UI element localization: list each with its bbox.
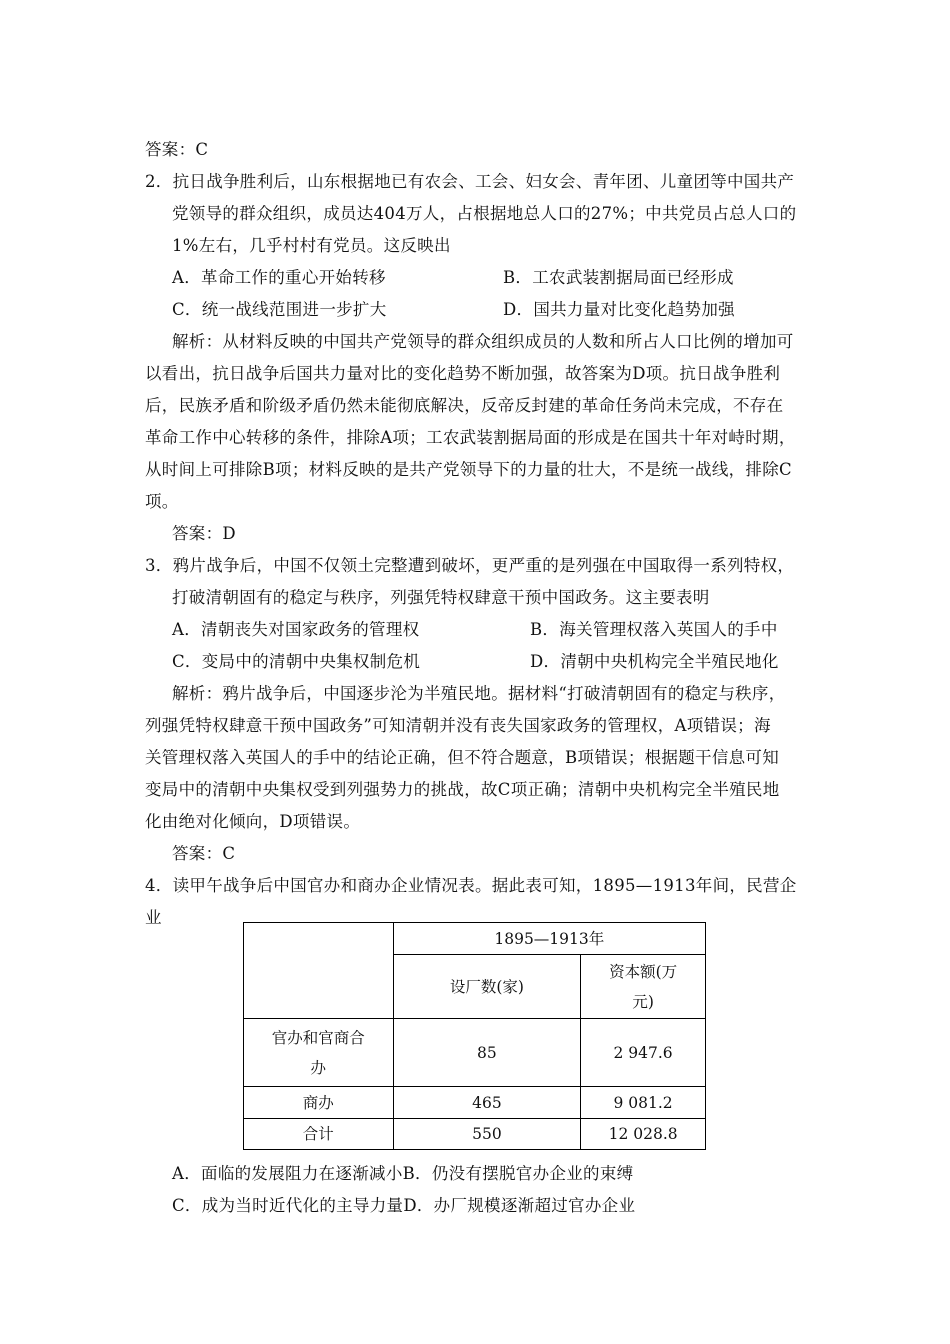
q2-analysis-line-2: 以看出，抗日战争后国共力量对比的变化趋势不断加强，故答案为D项。抗日战争胜利 xyxy=(145,364,781,383)
q3-stem-line-2: 打破清朝固有的稳定与秩序，列强凭特权肆意干预中国政务。这主要表明 xyxy=(172,588,710,607)
q3-option-a: A．清朝丧失对国家政务的管理权 xyxy=(172,620,420,639)
q3-option-b: B．海关管理权落入英国人的手中 xyxy=(530,620,778,639)
q3-analysis-line-3: 关管理权落入英国人的手中的结论正确，但不符合题意，B项错误；根据题干信息可知 xyxy=(145,748,780,767)
q3-analysis-line-4: 变局中的清朝中央集权受到列强势力的挑战，故C项正确；清朝中央机构完全半殖民地 xyxy=(145,780,780,799)
q4-stem-line-2: 业 xyxy=(145,908,162,927)
row-count: 550 xyxy=(393,1119,581,1150)
q2-analysis-line-5: 从时间上可排除B项；材料反映的是共产党领导下的力量的壮大，不是统一战线，排除C xyxy=(145,460,792,479)
q2-analysis-line-4: 革命工作中心转移的条件，排除A项；工农武装割据局面的形成是在国共十年对峙时期， xyxy=(145,428,796,447)
q3-option-d: D．清朝中央机构完全半殖民地化 xyxy=(530,652,779,671)
q2-stem-line-2: 党领导的群众组织，成员达404万人，占根据地总人口的27%；中共党员占总人口的 xyxy=(172,204,797,223)
capital-header-line-2: 元) xyxy=(632,992,654,1011)
row-capital: 9 081.2 xyxy=(581,1087,706,1119)
q4-options-line-2: C．成为当时近代化的主导力量D．办厂规模逐渐超过官办企业 xyxy=(172,1196,636,1215)
q3-analysis-line-2: 列强凭特权肆意干预中国政务”可知清朝并没有丧失国家政务的管理权，A项错误；海 xyxy=(145,716,771,735)
q2-option-b: B．工农武装割据局面已经形成 xyxy=(503,268,734,287)
table-col-count-header: 设厂数(家) xyxy=(393,955,581,1019)
q2-answer: 答案：D xyxy=(172,524,236,543)
q2-analysis-line-6: 项。 xyxy=(145,492,179,511)
row-label-line-1: 官办和官商合 xyxy=(271,1028,365,1047)
q2-option-c: C．统一战线范围进一步扩大 xyxy=(172,300,387,319)
q2-analysis-line-3: 后，民族矛盾和阶级矛盾仍然未能彻底解决，反帝反封建的革命任务尚未完成，不存在 xyxy=(145,396,784,415)
row-count: 85 xyxy=(393,1019,581,1087)
q2-stem-line-3: 1%左右，几乎村村有党员。这反映出 xyxy=(172,236,451,255)
q3-option-c: C．变局中的清朝中央集权制危机 xyxy=(172,652,421,671)
q3-stem-line-1: 3．鸦片战争后，中国不仅领土完整遭到破坏，更严重的是列强在中国取得一系列特权， xyxy=(145,556,795,575)
row-label xyxy=(244,1019,394,1087)
table-row xyxy=(244,1019,706,1087)
table-row xyxy=(244,1119,706,1150)
q3-analysis-line-1: 解析：鸦片战争后，中国逐步沦为半殖民地。据材料“打破清朝固有的稳定与秩序， xyxy=(172,684,786,703)
q2-option-d: D．国共力量对比变化趋势加强 xyxy=(503,300,735,319)
row-count: 465 xyxy=(393,1087,581,1119)
row-label-line-2: 办 xyxy=(310,1058,327,1077)
q2-option-a: A．革命工作的重心开始转移 xyxy=(172,268,386,287)
q2-analysis-line-1: 解析：从材料反映的中国共产党领导的群众组织成员的人数和所占人口比例的增加可 xyxy=(172,332,794,351)
table-period-header: 1895—1913年 xyxy=(393,923,705,955)
table-row xyxy=(244,1087,706,1119)
capital-header-line-1: 资本额(万 xyxy=(609,962,678,981)
enterprise-table xyxy=(243,922,706,1150)
q4-stem-line-1: 4．读甲午战争后中国官办和商办企业情况表。据此表可知，1895—1913年间，民营企 xyxy=(145,876,797,895)
row-capital: 2 947.6 xyxy=(581,1019,706,1087)
row-label: 合计 xyxy=(244,1119,394,1150)
table-col-capital-header xyxy=(581,955,706,1019)
table-corner-cell xyxy=(244,923,394,1019)
q1-answer: 答案：C xyxy=(145,140,209,159)
q3-analysis-line-5: 化由绝对化倾向，D项错误。 xyxy=(145,812,361,831)
q2-stem-line-1: 2．抗日战争胜利后，山东根据地已有农会、工会、妇女会、青年团、儿童团等中国共产 xyxy=(145,172,795,191)
row-capital: 12 028.8 xyxy=(581,1119,706,1150)
q3-answer: 答案：C xyxy=(172,844,236,863)
q4-options-line-1: A．面临的发展阻力在逐渐减小B．仍没有摆脱官办企业的束缚 xyxy=(172,1164,634,1183)
row-label: 商办 xyxy=(244,1087,394,1119)
